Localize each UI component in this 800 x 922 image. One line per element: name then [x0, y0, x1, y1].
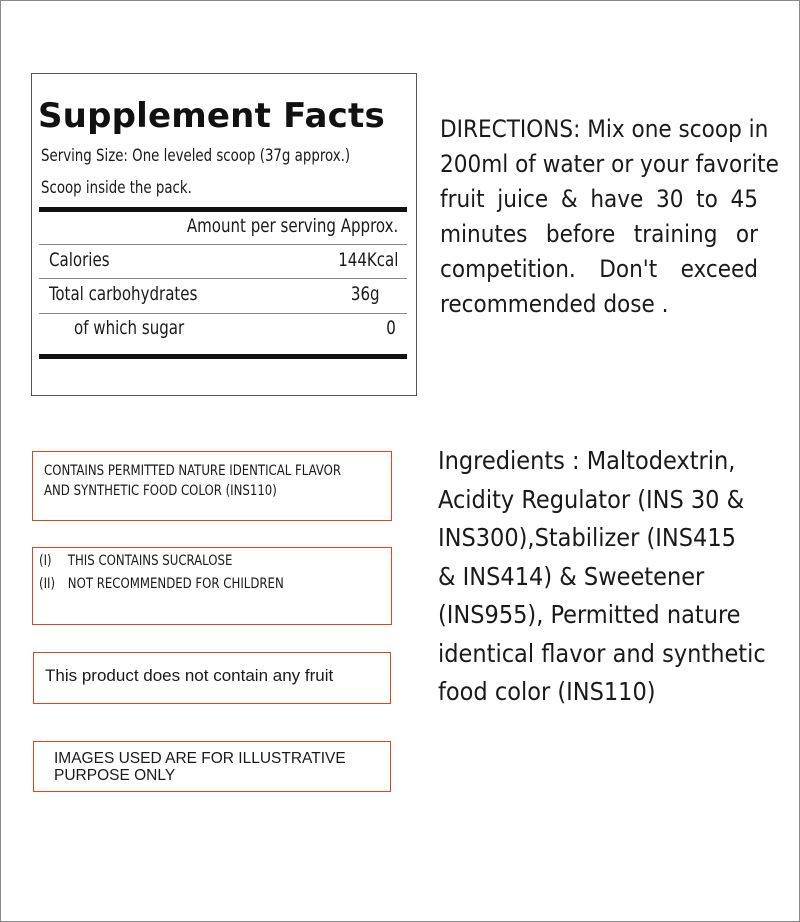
facts-divider: [39, 313, 407, 314]
facts-divider-thick: [39, 207, 407, 212]
directions-line: competition. Don't exceed: [440, 255, 758, 283]
no-fruit-box: [33, 652, 391, 704]
ingredients-line: Ingredients : Maltodextrin,: [438, 446, 736, 475]
serving-size: Serving Size: One leveled scoop (37g approx.): [41, 146, 351, 165]
facts-divider-thick: [39, 354, 407, 359]
supplement-facts-panel: [31, 73, 417, 396]
ingredients-line: identical flavor and synthetic: [438, 638, 766, 668]
carbohydrates-label: Total carbohydrates: [49, 283, 198, 305]
ingredients-line: INS300),Stabilizer (INS415: [438, 523, 736, 552]
directions-line: minutes before training or: [440, 220, 758, 248]
directions-text: [440, 112, 779, 322]
warning-item: [39, 553, 232, 569]
warning-text: NOT RECOMMENDED FOR CHILDREN: [67, 576, 284, 592]
ingredients-line: Acidity Regulator (INS 30 &: [438, 484, 745, 514]
amount-header: Amount per serving Approx.: [186, 215, 398, 237]
illustrative-images-line: PURPOSE ONLY: [54, 767, 176, 784]
illustrative-images-box: [33, 741, 391, 792]
calories-label: Calories: [49, 249, 110, 271]
no-fruit-notice: This product does not contain any fruit: [45, 666, 334, 685]
ingredients-line: (INS955), Permitted nature: [438, 600, 741, 629]
ingredients-line: & INS414) & Sweetener: [438, 561, 705, 591]
illustrative-images-notice: [54, 750, 346, 784]
flavor-notice: [44, 461, 374, 501]
flavor-notice-box: [32, 451, 392, 521]
flavor-notice-line: AND SYNTHETIC FOOD COLOR (INS110): [44, 483, 277, 499]
facts-divider: [39, 278, 407, 279]
illustrative-images-line: IMAGES USED ARE FOR ILLUSTRATIVE: [54, 750, 346, 767]
sugar-value: 0: [386, 317, 396, 339]
scoop-note: Scoop inside the pack.: [41, 178, 192, 197]
sugar-label: of which sugar: [74, 317, 185, 339]
warning-number: (I): [39, 553, 52, 569]
facts-title: Supplement Facts: [38, 96, 385, 136]
carbohydrates-value: 36g: [351, 283, 380, 305]
warnings-box: [32, 547, 392, 625]
directions-line: fruit juice & have 30 to 45: [440, 185, 758, 213]
ingredients-line: food color (INS110): [438, 677, 656, 706]
facts-divider: [39, 244, 407, 245]
directions-line: 200ml of water or your favorite: [440, 150, 779, 178]
flavor-notice-line: CONTAINS PERMITTED NATURE IDENTICAL FLAVOR: [44, 463, 342, 479]
directions-line: recommended dose .: [440, 290, 669, 318]
warning-number: (II): [39, 576, 56, 592]
ingredients-text: [438, 442, 766, 712]
warning-item: [39, 576, 284, 592]
directions-line: DIRECTIONS: Mix one scoop in: [440, 115, 769, 143]
calories-value: 144Kcal: [337, 249, 398, 271]
warning-text: THIS CONTAINS SUCRALOSE: [67, 553, 233, 569]
